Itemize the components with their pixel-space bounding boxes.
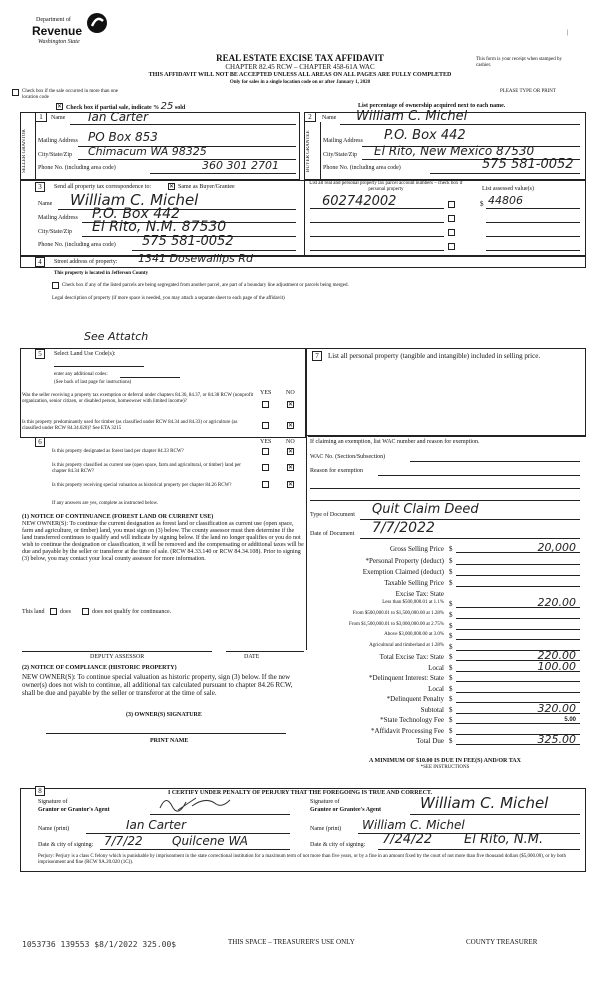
buyer-side-label: BUYER GRANTEE xyxy=(306,130,311,172)
doc-type-value[interactable]: Quit Claim Deed xyxy=(372,502,479,517)
legal-label: Legal description of property (if more space is needed, you may attach a separate sheet to each page of the affidavit) xyxy=(52,296,285,301)
see-back-label: (See back of last page for instructions) xyxy=(54,380,132,385)
parcel-list-label: List all real and personal property tax parcel account numbers – check box if personal property xyxy=(309,181,463,192)
if-yes-note: If any answers are yes, complete as instructed below. xyxy=(52,501,159,506)
tax-row-currency: $ xyxy=(449,674,453,682)
tax-row-line xyxy=(456,639,580,640)
tax-row-label: Exemption Claimed (deduct) xyxy=(362,568,444,576)
tax-row-value[interactable]: 220.00 xyxy=(537,596,576,609)
section-8-number: 8 xyxy=(35,786,45,796)
tax-row-line xyxy=(456,681,580,682)
corr-phone-label: Phone No. (including area code) xyxy=(38,242,116,248)
buyer-phone-label: Phone No. (including area code) xyxy=(323,165,401,171)
corr-city-label: City/State/Zip xyxy=(38,229,72,235)
corr-phone-value[interactable]: 575 581-0052 xyxy=(142,234,234,249)
segregated-label: Check box if any of the listed parcels are being segregated from another parcel, are part of a boundary line adjustment or parcels being merged. xyxy=(62,283,349,288)
tax-row-label: Total Excise Tax: State xyxy=(379,653,444,661)
q2-yes-checkbox[interactable] xyxy=(262,422,269,429)
this-land-label: This land xyxy=(22,609,45,615)
section-7-number: 7 xyxy=(312,351,322,361)
q5-yes-checkbox[interactable] xyxy=(262,481,269,488)
q4-yes-checkbox[interactable] xyxy=(262,464,269,471)
tax-row-currency: $ xyxy=(449,737,453,745)
tax-row-line xyxy=(456,618,580,619)
personal-property-checkbox-1[interactable] xyxy=(448,201,455,208)
assessed-label: List assessed value(s) xyxy=(482,186,534,192)
q5-no-checkbox[interactable]: ✕ xyxy=(288,481,294,488)
q1-no-checkbox[interactable]: ✕ xyxy=(288,401,294,408)
tax-row-label: From $500,000.01 to $1,500,000.00 at 1.28% xyxy=(352,611,444,616)
personal-property-checkbox-4[interactable] xyxy=(448,243,455,250)
grantee-sig-label-b: Grantee or Grantee's Agent xyxy=(310,807,382,813)
tax-row-label: Above $3,000,000.00 at 3.0% xyxy=(384,632,444,637)
partial-sale-label: Check box if partial sale, indicate % 25 sold xyxy=(66,101,186,112)
seller-name-value[interactable]: Ian Carter xyxy=(88,110,148,124)
grantor-sig-label-a: Signature of xyxy=(38,799,68,805)
tax-row-currency: $ xyxy=(449,653,453,661)
tax-row-currency: $ xyxy=(449,568,453,576)
does-checkbox[interactable] xyxy=(50,608,57,615)
buyer-mail-label: Mailing Address xyxy=(323,138,363,144)
grantee-sig-label-a: Signature of xyxy=(310,799,340,805)
tax-row-value[interactable]: 100.00 xyxy=(537,660,576,673)
partial-sale-checkbox[interactable]: ✕ xyxy=(57,103,63,110)
dor-logo xyxy=(28,12,128,52)
tax-row-label: Local xyxy=(428,685,444,693)
land-use-label: Select Land Use Code(s): xyxy=(54,351,116,357)
street-label: Street address of property: xyxy=(54,259,118,265)
seller-side-label: SELLER GRANTOR xyxy=(22,129,27,173)
tax-row-label: Less than $500,000.01 at 1.1% xyxy=(382,600,444,605)
notice2-body: NEW OWNER(S): To continue special valuation as historic property, sign (3) below. If the new owner(s) does not wish to continue, all additional tax calculated pursuant to chapter 84.26 RCW, shall be due and payable by the seller or transferor at the time of sale. xyxy=(22,673,293,697)
tax-row-value[interactable]: 5.00 xyxy=(564,717,576,723)
perjury-notice: Perjury: Perjury is a class C felony which is punishable by imprisonment in the state correctional institution for a maximum term of not more than five years, or by a fine in an amount fixed by the court of not more than five thousand dollars ($5,000.00), or by both imprisonment and fine (RCW 9A.20.020 (1C)). xyxy=(38,854,566,865)
form-title: REAL ESTATE EXCISE TAX AFFIDAVIT xyxy=(216,53,384,63)
additional-codes-label: enter any additional codes: xyxy=(54,372,108,377)
tax-row-currency: $ xyxy=(449,695,453,703)
notice1-title: (1) NOTICE OF CONTINUANCE (FOREST LAND OR CURRENT USE) xyxy=(22,514,214,520)
form-subnote: Only for sales in a single location code on or after January 1, 2020 xyxy=(229,80,371,85)
buyer-city-label: City/State/Zip xyxy=(323,152,357,158)
seller-name-label: Name xyxy=(51,115,66,121)
no-header-2: NO xyxy=(286,439,295,445)
seller-city-value[interactable]: Chimacum WA 98325 xyxy=(88,145,207,158)
q3-yes-checkbox[interactable] xyxy=(262,448,269,455)
tax-row-currency: $ xyxy=(449,557,453,565)
tax-row-currency: $ xyxy=(449,706,453,714)
grantee-signature[interactable]: William C. Michel xyxy=(420,794,549,812)
section-6-number: 6 xyxy=(35,437,45,447)
tax-row-line xyxy=(456,723,580,724)
doc-date-label: Date of Document xyxy=(310,531,355,537)
doc-date-value[interactable]: 7/7/2022 xyxy=(372,520,435,536)
personal-property-checkbox-3[interactable] xyxy=(448,229,455,236)
tax-row-label: From $1,500,000.01 to $3,000,000.00 at 2.75% xyxy=(349,622,444,627)
grantor-city-value[interactable]: Quilcene WA xyxy=(172,834,248,848)
grantee-date-value[interactable]: 7/24/22 xyxy=(382,832,433,847)
tax-row-line xyxy=(456,564,580,565)
print-name-label: PRINT NAME xyxy=(150,738,189,744)
corr-mail-label: Mailing Address xyxy=(38,215,78,221)
tax-row-label: Agricultural and timberland at 1.28% xyxy=(369,643,444,648)
tax-row-label: Local xyxy=(428,664,444,672)
tax-row-value[interactable]: 325.00 xyxy=(537,733,576,746)
tax-row-label: Subtotal xyxy=(420,706,444,714)
logo-line2: Revenue xyxy=(32,24,83,38)
section-4-number: 4 xyxy=(35,257,45,267)
q3-no-checkbox[interactable]: ✕ xyxy=(288,448,294,455)
reason-label: Reason for exemption xyxy=(310,468,363,474)
tax-row-currency: $ xyxy=(449,600,453,608)
deputy-assessor-label: DEPUTY ASSESSOR xyxy=(90,654,145,660)
wac-label: WAC No. (Section/Subsection) xyxy=(310,454,386,460)
section-7-box xyxy=(306,348,586,436)
section-1-number: 1 xyxy=(35,112,47,122)
tax-row-currency: $ xyxy=(449,716,453,724)
assessed-value-1[interactable]: 44806 xyxy=(488,194,523,207)
receipt-note: This form is your receipt when stamped by cashier. xyxy=(476,57,562,68)
ownership-note: List percentage of ownership acquired next to each name. xyxy=(358,103,506,109)
assessor-date-label: DATE xyxy=(244,654,260,660)
does-not-checkbox[interactable] xyxy=(82,608,89,615)
tax-row-label: Taxable Selling Price xyxy=(384,579,444,587)
no-header-1: NO xyxy=(286,390,295,396)
same-as-buyer-checkbox[interactable]: ✕ xyxy=(169,183,175,190)
logo-swirl-icon xyxy=(86,12,108,34)
segregated-checkbox[interactable] xyxy=(52,282,59,289)
q2-no-checkbox[interactable]: ✕ xyxy=(288,422,294,429)
section-2-number: 2 xyxy=(304,112,316,122)
tax-row-line xyxy=(456,586,580,587)
notice1-body: NEW OWNER(S): To continue the current designation as forest land or classification as current use (open space, farm and agriculture, or timber) land, you must sign on (3) below. The county assessor must then determine if the land transferred continues to qualify and will indicate by signing below. If the land no longer qualifies or you do not wish to continue the designation or classification, it will be removed and the compensating or additional taxes will be due and payable by the seller or transferor at the time of sale. (RCW 84.33.140 or RCW 84.34.108). Prior to signing (3) below, you may contact your local county assessor for more information. xyxy=(22,521,304,562)
seller-city-label: City/State/Zip xyxy=(38,152,72,158)
seller-mail-value[interactable]: PO Box 853 xyxy=(88,130,158,144)
q2-text: Is this property predominantly used for timber (as classified under RCW 84.34 and 84.33) or agriculture (as classified under RCW 84.34.020)? See ETA 3215 xyxy=(22,420,238,431)
grantor-signature[interactable] xyxy=(156,792,236,814)
tax-row-label: Total Due xyxy=(416,737,444,745)
corner-mark: | xyxy=(567,30,569,36)
doc-type-label: Type of Document xyxy=(310,512,355,518)
corr-city-value[interactable]: El Rito, N.M. 87530 xyxy=(92,219,227,235)
tax-row-label: *Affidavit Processing Fee xyxy=(371,727,444,735)
grantor-name-value[interactable]: Ian Carter xyxy=(126,818,186,832)
yes-header-2: YES xyxy=(260,439,272,445)
corr-mail-value[interactable]: P.O. Box 442 xyxy=(92,206,180,222)
buyer-mail-value[interactable]: P.O. Box 442 xyxy=(384,128,466,143)
q3-text: Is this property designated as forest land per chapter 84.33 RCW? xyxy=(52,449,184,454)
legal-value[interactable]: See Attatch xyxy=(84,330,149,343)
assessed-prefix: $ xyxy=(480,200,484,208)
correspondence-label: Send all property tax correspondence to: xyxy=(54,184,152,190)
section-3-number: 3 xyxy=(35,182,45,192)
section-5-number: 5 xyxy=(35,349,45,359)
q1-yes-checkbox[interactable] xyxy=(262,401,269,408)
tax-row-value[interactable]: 320.00 xyxy=(537,702,576,715)
owner-signature-label: (3) OWNER(S) SIGNATURE xyxy=(126,712,202,718)
corr-name-label: Name xyxy=(38,201,53,207)
form-warning: THIS AFFIDAVIT WILL NOT BE ACCEPTED UNLESS ALL AREAS ON ALL PAGES ARE FULLY COMPLETED xyxy=(148,72,452,78)
multi-location-checkbox[interactable] xyxy=(12,89,19,96)
tax-row-label: *Personal Property (deduct) xyxy=(365,557,444,565)
print-note: PLEASE TYPE OR PRINT xyxy=(500,89,556,94)
tax-row-currency: $ xyxy=(449,632,453,640)
grantor-date-label: Date & city of signing: xyxy=(38,842,94,848)
personal-property-label: List all personal property (tangible and intangible) included in selling price. xyxy=(328,352,541,360)
does-label: does xyxy=(60,609,71,615)
see-instructions: *SEE INSTRUCTIONS xyxy=(420,765,470,770)
tax-row-label: *State Technology Fee xyxy=(380,716,444,724)
tax-row-currency: $ xyxy=(449,579,453,587)
q4-no-checkbox[interactable]: ✕ xyxy=(288,464,294,471)
buyer-phone-value[interactable]: 575 581-0052 xyxy=(482,157,574,172)
logo-line1: Department of xyxy=(36,17,71,23)
tax-row-label: *Delinquent Interest: State xyxy=(368,674,444,682)
grantor-name-label: Name (print) xyxy=(38,826,70,832)
buyer-city-value[interactable]: El Rito, New Mexico 87530 xyxy=(374,144,535,158)
corr-name-value[interactable]: William C. Michel xyxy=(70,191,199,209)
tax-row-label: Gross Selling Price xyxy=(389,545,444,553)
notice2-title: (2) NOTICE OF COMPLIANCE (HISTORIC PROPERTY) xyxy=(22,665,177,671)
tax-row-line xyxy=(456,692,580,693)
county-line: This property is located in Jefferson County xyxy=(54,271,149,276)
same-as-buyer-label: Same as Buyer/Grantee xyxy=(178,184,235,190)
tax-row-line xyxy=(456,629,580,630)
seller-mail-label: Mailing Address xyxy=(38,138,78,144)
street-value[interactable]: 1341 Dosewallips Rd xyxy=(138,252,253,265)
grantee-name-label: Name (print) xyxy=(310,826,342,832)
personal-property-checkbox-2[interactable] xyxy=(448,215,455,222)
exemption-label: If claiming an exemption, list WAC number and reason for exemption. xyxy=(310,439,480,445)
tax-row-currency: $ xyxy=(449,611,453,619)
grantee-name-value[interactable]: William C. Michel xyxy=(362,818,465,832)
buyer-name-label: Name xyxy=(322,115,337,121)
minimum-note: A MINIMUM OF $10.00 IS DUE IN FEE(S) AND/OR TAX xyxy=(369,758,521,764)
tax-row-value[interactable]: 220.00 xyxy=(537,649,576,662)
does-not-label: does not qualify for continuance. xyxy=(92,609,172,615)
tax-row-value[interactable]: 20,000 xyxy=(537,541,576,554)
grantor-sig-label-b: Grantor or Grantor's Agent xyxy=(38,807,110,813)
tax-row-currency: $ xyxy=(449,643,453,651)
county-treasurer-label: COUNTY TREASURER xyxy=(466,938,538,946)
receipt-stamp: 1053736 139553 $8/1/2022 325.00$ xyxy=(22,940,177,949)
seller-phone-value[interactable]: 360 301 2701 xyxy=(202,159,279,172)
tax-row-currency: $ xyxy=(449,664,453,672)
q4-text: Is this property classified as current use (open space, farm and agricultural, or timber) land per chapter 84.34 RCW? xyxy=(52,463,241,474)
form-chapter: CHAPTER 82.45 RCW – CHAPTER 458-61A WAC xyxy=(225,63,375,71)
tax-row-currency: $ xyxy=(449,685,453,693)
buyer-name-value[interactable]: William C. Michel xyxy=(356,109,468,124)
tax-row-currency: $ xyxy=(449,622,453,630)
seller-phone-label: Phone No. (including area code) xyxy=(38,165,116,171)
logo-line3: Washington State xyxy=(38,39,80,45)
certify-heading: I CERTIFY UNDER PENALTY OF PERJURY THAT THE FOREGOING IS TRUE AND CORRECT. xyxy=(167,790,432,796)
q1-text: Was the seller receiving a property tax exemption or deferral under chapters 84.36, 84.37, or 84.38 RCW (nonprofit organization, senior citizen, or disabled person, homeowner with limited income)? xyxy=(22,393,254,404)
parcel-number-1[interactable]: 602742002 xyxy=(322,194,397,209)
partial-percent: 25 xyxy=(160,101,174,112)
grantee-city-value[interactable]: El Rito, N.M. xyxy=(464,832,544,847)
yes-header-1: YES xyxy=(260,390,272,396)
grantee-date-label: Date & city of signing: xyxy=(310,842,366,848)
tax-row-currency: $ xyxy=(449,727,453,735)
tax-row-label: *Delinquent Penalty xyxy=(386,695,444,703)
tax-row-line xyxy=(456,575,580,576)
multi-location-label: Check box if the sale occurred in more than one location code xyxy=(22,89,118,100)
treasurer-space-label: THIS SPACE – TREASURER'S USE ONLY xyxy=(228,938,355,946)
grantor-date-value[interactable]: 7/7/22 xyxy=(104,834,143,848)
tax-row-currency: $ xyxy=(449,545,453,553)
tax-row-label: Excise Tax: State xyxy=(395,590,444,598)
q5-text: Is this property receiving special valuation as historical property per chapter 84.26 RCW? xyxy=(52,483,232,488)
